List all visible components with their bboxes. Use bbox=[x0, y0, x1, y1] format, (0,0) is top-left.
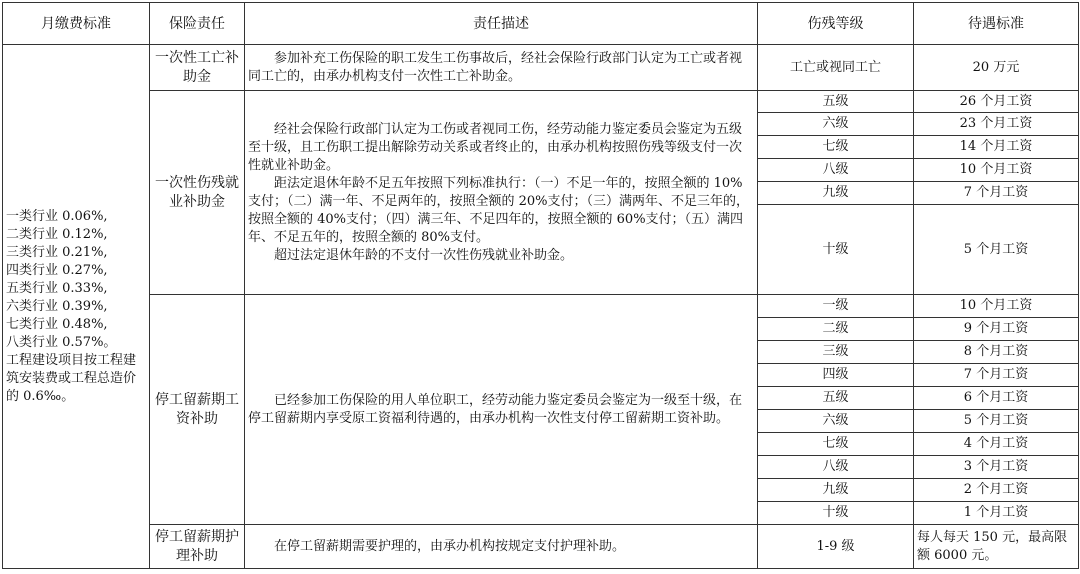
duty-nursing-subsidy: 停工留薪期护理补助 bbox=[150, 525, 245, 569]
description-nursing-subsidy bbox=[245, 525, 758, 569]
fee-line: 二类行业 0.12%, bbox=[6, 226, 108, 242]
description-death-subsidy bbox=[245, 45, 758, 91]
benefit-cell: 23 个月工资 bbox=[914, 113, 1079, 136]
benefit-cell: 4 个月工资 bbox=[914, 433, 1079, 456]
description-paragraph: 超过法定退休年龄的不支付一次性伤残就业补助金。 bbox=[274, 247, 574, 263]
grade-cell: 五级 bbox=[758, 91, 914, 113]
header-monthly-fee: 月缴费标准 bbox=[3, 3, 150, 45]
grade-cell: 十级 bbox=[758, 205, 914, 295]
grade-cell: 工亡或视同工亡 bbox=[758, 45, 914, 91]
grade-cell: 八级 bbox=[758, 159, 914, 182]
grade-cell: 二级 bbox=[758, 318, 914, 341]
header-insurance-duty: 保险责任 bbox=[150, 3, 245, 45]
grade-cell: 十级 bbox=[758, 502, 914, 525]
benefit-cell: 10 个月工资 bbox=[914, 295, 1079, 318]
grade-cell: 九级 bbox=[758, 182, 914, 205]
grade-cell: 三级 bbox=[758, 341, 914, 364]
description-paragraph: 已经参加工伤保险的用人单位职工，经劳动能力鉴定委员会鉴定为一级至十级，在停工留薪期内享受原工资福利待遇的，由承办机构一次性支付停工留薪期工资补助。 bbox=[248, 392, 743, 426]
benefit-cell: 2 个月工资 bbox=[914, 479, 1079, 502]
benefit-cell: 26 个月工资 bbox=[914, 91, 1079, 113]
description-paragraph: 距法定退休年龄不足五年按照下列标准执行：（一）不足一年的，按照全额的 10%支付；（二）满一年、不足两年的，按照全额的 20%支付；（三）满两年、不足三年的，按照全额的 40%支付；（四）满三年、不足四年的，按照全额的 60%支付；（五）满四年、不足五年的，按照全额的 80%支付。 bbox=[248, 175, 750, 245]
header-disability-grade: 伤残等级 bbox=[758, 3, 914, 45]
benefit-cell: 5 个月工资 bbox=[914, 205, 1079, 295]
benefit-cell: 8 个月工资 bbox=[914, 341, 1079, 364]
benefit-cell: 1 个月工资 bbox=[914, 502, 1079, 525]
duty-disability-employment: 一次性伤残就业补助金 bbox=[150, 91, 245, 295]
grade-cell: 九级 bbox=[758, 479, 914, 502]
fee-line: 五类行业 0.33%, bbox=[6, 280, 108, 296]
table-row bbox=[3, 295, 1079, 318]
duty-suspension-wage: 停工留薪期工资补助 bbox=[150, 295, 245, 525]
grade-cell: 四级 bbox=[758, 364, 914, 387]
benefits-table bbox=[2, 2, 1079, 569]
grade-cell: 六级 bbox=[758, 410, 914, 433]
monthly-fee-cell bbox=[3, 45, 150, 569]
grade-cell: 一级 bbox=[758, 295, 914, 318]
benefit-cell: 20 万元 bbox=[914, 45, 1079, 91]
fee-line: 工程建设项目按工程建筑安装费或工程总造价的 0.6‰。 bbox=[6, 352, 137, 404]
table-row bbox=[3, 525, 1079, 569]
description-paragraph: 在停工留薪期需要护理的，由承办机构按规定支付护理补助。 bbox=[274, 538, 626, 554]
benefit-cell: 9 个月工资 bbox=[914, 318, 1079, 341]
benefit-cell: 7 个月工资 bbox=[914, 182, 1079, 205]
benefit-cell: 每人每天 150 元，最高限额 6000 元。 bbox=[914, 525, 1079, 569]
description-paragraph: 经社会保险行政部门认定为工伤或者视同工伤，经劳动能力鉴定委员会鉴定为五级至十级，且工伤职工提出解除劳动关系或者终止的，由承办机构按照伤残等级支付一次性就业补助金。 bbox=[248, 121, 743, 173]
benefit-cell: 14 个月工资 bbox=[914, 136, 1079, 159]
table-row bbox=[3, 91, 1079, 113]
description-disability-employment bbox=[245, 91, 758, 295]
benefit-cell: 6 个月工资 bbox=[914, 387, 1079, 410]
grade-cell: 七级 bbox=[758, 433, 914, 456]
benefit-cell: 5 个月工资 bbox=[914, 410, 1079, 433]
grade-cell: 七级 bbox=[758, 136, 914, 159]
fee-line: 六类行业 0.39%, bbox=[6, 298, 108, 314]
grade-cell: 八级 bbox=[758, 456, 914, 479]
header-row bbox=[3, 3, 1079, 45]
header-benefit-standard: 待遇标准 bbox=[914, 3, 1079, 45]
fee-line: 八类行业 0.57%。 bbox=[6, 334, 117, 350]
fee-line: 七类行业 0.48%, bbox=[6, 316, 108, 332]
grade-cell: 六级 bbox=[758, 113, 914, 136]
duty-death-subsidy: 一次性工亡补助金 bbox=[150, 45, 245, 91]
table-row bbox=[3, 45, 1079, 91]
description-suspension-wage bbox=[245, 295, 758, 525]
fee-line: 三类行业 0.21%, bbox=[6, 244, 108, 260]
fee-line: 四类行业 0.27%, bbox=[6, 262, 108, 278]
benefit-cell: 7 个月工资 bbox=[914, 364, 1079, 387]
fee-line: 一类行业 0.06%, bbox=[6, 208, 108, 224]
header-duty-description: 责任描述 bbox=[245, 3, 758, 45]
grade-cell: 1-9 级 bbox=[758, 525, 914, 569]
description-paragraph: 参加补充工伤保险的职工发生工伤事故后，经社会保险行政部门认定为工亡或者视同工亡的，由承办机构支付一次性工亡补助金。 bbox=[248, 50, 743, 84]
benefit-cell: 3 个月工资 bbox=[914, 456, 1079, 479]
benefit-cell: 10 个月工资 bbox=[914, 159, 1079, 182]
grade-cell: 五级 bbox=[758, 387, 914, 410]
